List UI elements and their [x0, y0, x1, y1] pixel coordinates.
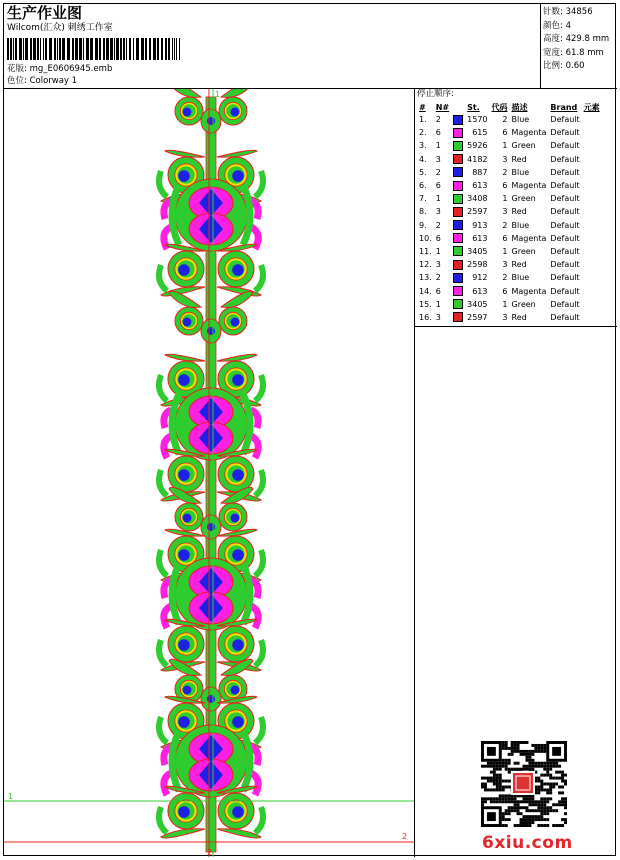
stat-value: 34856	[565, 7, 593, 17]
table-row	[417, 258, 602, 271]
color-swatch	[453, 299, 463, 309]
row-element	[582, 179, 602, 192]
row-code: 1	[502, 194, 508, 204]
stat-label: 颜色:	[543, 20, 563, 31]
row-index: 13.	[419, 273, 432, 283]
row-swatch	[451, 113, 465, 126]
table-row	[417, 245, 602, 258]
guide-label-red-bottom: 2	[207, 848, 213, 857]
row-swatch	[451, 139, 465, 152]
row-swatch	[451, 232, 465, 245]
row-needle: 3	[435, 260, 441, 270]
row-desc: Green	[511, 246, 536, 256]
table-row	[417, 232, 602, 245]
row-index: 8.	[419, 207, 427, 217]
row-swatch	[451, 179, 465, 192]
color-swatch	[453, 128, 463, 138]
row-code: 2	[502, 115, 508, 125]
row-brand: Default	[550, 233, 580, 243]
col-code: 代码	[491, 102, 508, 112]
row-brand: Default	[550, 312, 580, 322]
row-desc: Blue	[511, 115, 530, 125]
row-swatch	[451, 205, 465, 218]
stat-label: 高度:	[543, 34, 563, 44]
row-desc: Magenta	[511, 233, 547, 243]
row-index: 15.	[419, 299, 432, 309]
row-swatch	[451, 284, 465, 297]
col-desc: 描述	[511, 102, 528, 112]
guide-label-red-right: 2	[402, 832, 408, 841]
col-swatch	[451, 101, 465, 113]
stat-value: 429.8 mm	[565, 34, 610, 44]
page-title: 生产作业图	[7, 4, 83, 22]
stat-value: 61.8 mm	[565, 47, 604, 58]
table-row	[417, 311, 602, 324]
row-stitches: 2597	[467, 312, 488, 322]
row-needle: 2	[435, 220, 441, 230]
color-swatch	[453, 115, 463, 125]
row-swatch	[451, 126, 465, 139]
row-desc: Magenta	[511, 128, 547, 138]
table-row	[417, 219, 602, 232]
row-needle: 1	[435, 246, 441, 256]
row-index: 9.	[419, 220, 427, 230]
table-row	[417, 192, 602, 205]
row-index: 12.	[419, 260, 432, 270]
row-index: 6.	[419, 181, 427, 191]
table-row	[417, 298, 602, 311]
row-element	[582, 271, 602, 284]
row-stitches: 2598	[467, 260, 488, 270]
barcode-icon	[7, 38, 182, 60]
row-stitches: 615	[472, 128, 488, 138]
stop-sequence-table	[417, 101, 602, 324]
row-code: 6	[502, 181, 508, 191]
stat-height	[543, 33, 617, 47]
row-code: 6	[502, 128, 508, 138]
row-needle: 2	[435, 167, 441, 177]
row-needle: 6	[435, 181, 441, 191]
color-swatch	[453, 286, 463, 296]
row-stitches: 613	[472, 181, 488, 191]
color-swatch	[453, 312, 463, 322]
row-desc: Red	[511, 260, 527, 270]
row-element	[582, 153, 602, 166]
row-stitches: 613	[472, 286, 488, 296]
row-element	[582, 284, 602, 297]
row-code: 3	[502, 312, 508, 322]
color-swatch	[453, 273, 463, 283]
row-stitches: 913	[472, 220, 488, 230]
colorway-value: Colorway 1	[29, 76, 78, 86]
row-needle: 1	[435, 141, 441, 151]
col-element: 元素	[583, 102, 600, 112]
row-desc: Magenta	[511, 181, 547, 191]
row-code: 2	[502, 273, 508, 283]
row-needle: 6	[435, 233, 441, 243]
row-index: 1.	[419, 115, 427, 125]
row-stitches: 613	[472, 233, 488, 243]
row-stitches: 887	[472, 167, 488, 177]
stat-label: 比例:	[543, 61, 563, 71]
colorway	[7, 76, 77, 87]
company-name: Wilcom(汇众) 刺绣工作室	[7, 23, 113, 33]
row-brand: Default	[550, 194, 580, 204]
table-row	[417, 179, 602, 192]
row-desc: Blue	[511, 273, 530, 283]
row-brand: Default	[550, 246, 580, 256]
row-stitches: 3405	[467, 299, 488, 309]
row-swatch	[451, 311, 465, 324]
col-needle: N#	[435, 102, 450, 112]
row-swatch	[451, 298, 465, 311]
embroidery-design-icon	[4, 89, 414, 857]
table-row	[417, 271, 602, 284]
row-code: 6	[502, 286, 508, 296]
row-code: 3	[502, 260, 508, 270]
row-brand: Default	[550, 115, 580, 125]
color-swatch	[453, 260, 463, 270]
stop-sequence-label: 停止顺序:	[417, 89, 454, 99]
guide-label-green-left: 1	[8, 792, 14, 801]
color-swatch	[453, 220, 463, 230]
row-brand: Default	[550, 273, 580, 283]
row-element	[582, 232, 602, 245]
row-index: 4.	[419, 154, 427, 164]
row-index: 16.	[419, 312, 432, 322]
row-index: 3.	[419, 141, 427, 151]
row-needle: 6	[435, 286, 441, 296]
row-index: 14.	[419, 286, 432, 296]
row-stitches: 2597	[467, 207, 488, 217]
row-brand: Default	[550, 154, 580, 164]
row-element	[582, 205, 602, 218]
row-brand: Default	[550, 167, 580, 177]
header-panel	[4, 4, 541, 89]
row-brand: Default	[550, 128, 580, 138]
worksheet-frame	[3, 3, 616, 856]
row-needle: 2	[435, 115, 441, 125]
row-element	[582, 192, 602, 205]
row-brand: Default	[550, 260, 580, 270]
stop-sequence-panel	[415, 89, 617, 327]
color-swatch	[453, 233, 463, 243]
row-swatch	[451, 245, 465, 258]
color-swatch	[453, 194, 463, 204]
row-swatch	[451, 166, 465, 179]
color-swatch	[453, 141, 463, 151]
row-stitches: 1570	[467, 115, 488, 125]
row-swatch	[451, 271, 465, 284]
col-brand: Brand	[550, 102, 578, 112]
row-needle: 2	[435, 273, 441, 283]
row-code: 3	[502, 207, 508, 217]
row-brand: Default	[550, 299, 580, 309]
row-stitches: 3405	[467, 246, 488, 256]
row-stitches: 5926	[467, 141, 488, 151]
row-code: 1	[502, 246, 508, 256]
color-swatch	[453, 167, 463, 177]
table-row	[417, 166, 602, 179]
row-index: 10.	[419, 233, 432, 243]
row-element	[582, 219, 602, 232]
row-swatch	[451, 258, 465, 271]
row-desc: Blue	[511, 167, 530, 177]
design-value: mg_E0606945.emb	[29, 64, 113, 74]
stats-panel	[541, 4, 617, 89]
row-brand: Default	[550, 286, 580, 296]
row-code: 3	[502, 154, 508, 164]
row-desc: Magenta	[511, 286, 547, 296]
design-preview	[4, 89, 415, 857]
design-filename	[7, 64, 112, 75]
row-swatch	[451, 219, 465, 232]
row-brand: Default	[550, 207, 580, 217]
row-element	[582, 139, 602, 152]
row-needle: 3	[435, 154, 441, 164]
row-needle: 3	[435, 312, 441, 322]
row-stitches: 912	[472, 273, 488, 283]
row-index: 5.	[419, 167, 427, 177]
watermark-logo: 6xiu.com	[482, 833, 573, 853]
qr-code-icon	[481, 741, 567, 827]
row-element	[582, 166, 602, 179]
guide-label-green-top: 1	[215, 90, 221, 99]
row-brand: Default	[550, 141, 580, 151]
row-swatch	[451, 153, 465, 166]
table-row	[417, 284, 602, 297]
row-needle: 6	[435, 128, 441, 138]
row-element	[582, 311, 602, 324]
colorway-label: 色位:	[7, 76, 27, 86]
design-label: 花版:	[7, 64, 27, 74]
stat-scale	[543, 60, 617, 74]
table-row	[417, 113, 602, 126]
stat-stitches	[543, 6, 617, 20]
row-desc: Green	[511, 141, 536, 151]
row-brand: Default	[550, 181, 580, 191]
col-index: #	[419, 102, 426, 112]
col-stitches: St.	[467, 102, 480, 112]
stat-width	[543, 47, 617, 61]
row-code: 2	[502, 220, 508, 230]
row-code: 6	[502, 233, 508, 243]
stat-value: 0.60	[565, 61, 585, 71]
stat-value: 4	[565, 20, 571, 31]
row-desc: Green	[511, 299, 536, 309]
row-element	[582, 126, 602, 139]
row-element	[582, 113, 602, 126]
row-desc: Green	[511, 194, 536, 204]
row-desc: Blue	[511, 220, 530, 230]
row-desc: Red	[511, 312, 527, 322]
color-swatch	[453, 181, 463, 191]
row-needle: 1	[435, 299, 441, 309]
row-needle: 1	[435, 194, 441, 204]
row-code: 1	[502, 141, 508, 151]
stat-colors	[543, 20, 617, 34]
table-row	[417, 153, 602, 166]
row-stitches: 4182	[467, 154, 488, 164]
row-desc: Red	[511, 207, 527, 217]
table-row	[417, 126, 602, 139]
row-element	[582, 245, 602, 258]
row-swatch	[451, 192, 465, 205]
color-swatch	[453, 246, 463, 256]
stat-label: 针数:	[543, 7, 563, 17]
stat-label: 宽度:	[543, 47, 563, 58]
row-index: 7.	[419, 194, 427, 204]
color-swatch	[453, 154, 463, 164]
row-index: 2.	[419, 128, 427, 138]
row-code: 1	[502, 299, 508, 309]
row-element	[582, 298, 602, 311]
table-row	[417, 139, 602, 152]
table-row	[417, 205, 602, 218]
row-code: 2	[502, 167, 508, 177]
row-element	[582, 258, 602, 271]
table-header-row	[417, 101, 602, 113]
row-desc: Red	[511, 154, 527, 164]
color-swatch	[453, 207, 463, 217]
row-needle: 3	[435, 207, 441, 217]
row-brand: Default	[550, 220, 580, 230]
row-index: 11.	[419, 246, 432, 256]
row-stitches: 3408	[467, 194, 488, 204]
